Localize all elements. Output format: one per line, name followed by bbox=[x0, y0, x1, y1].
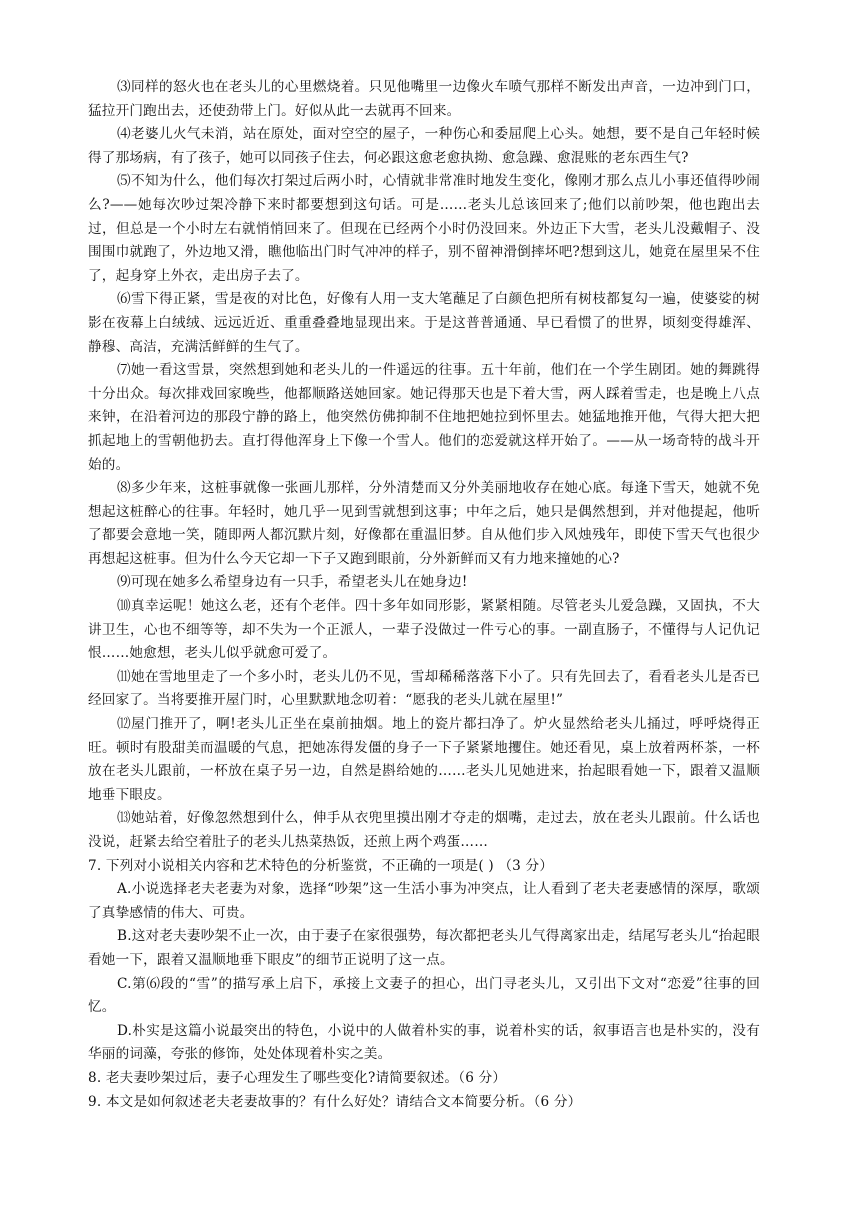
paragraph-12: ⑿屋门推开了，啊!老头儿正坐在桌前抽烟。地上的瓷片都扫净了。炉火显然给老头儿捅过，呼呼烧得正旺。顿时有股甜美而温暖的气息，把她冻得发僵的身子一下子紧紧地攫住。她还看见，桌上放着两杯茶，一杯放在老头儿跟前，一杯放在桌子另一边，自然是斟给她的……老头儿见她进来，抬起眼看她一下，跟着又温顺地垂下眼皮。 bbox=[88, 716, 760, 803]
question-7-stem: 7. 下列对小说相关内容和艺术特色的分析鉴赏，不正确的一项是( ) （3 分） bbox=[88, 857, 554, 874]
question-7-option-d: D.朴实是这篇小说最突出的特色，小说中的人做着朴实的事，说着朴实的话，叙事语言也是朴实的，没有华丽的词藻，夸张的修饰，处处体现着朴实之美。 bbox=[88, 1022, 760, 1063]
paragraph-6: ⑹雪下得正紧，雪是夜的对比色，好像有人用一支大笔蘸足了白颜色把所有树枝都复勾一遍，使婆娑的树影在夜幕上白绒绒、远远近近、重重叠叠地显现出来。于是这普普通通、早已看惯了的世界，顷刻变得雄浑、静穆、高洁，充满活鲜鲜的生气了。 bbox=[88, 291, 760, 355]
paragraph-7: ⑺她一看这雪景，突然想到她和老头儿的一件遥远的往事。五十年前，他们在一个学生剧团。她的舞跳得十分出众。每次排戏回家晚些，他都顺路送她回家。她记得那天也是下着大雪，两人踩着雪走，也是晚上八点来钟，在沿着河边的那段宁静的路上，他突然仿佛抑制不住地把她拉到怀里去。她猛地推开他，气得大把大把抓起地上的雪朝他扔去。直打得他浑身上下像一个雪人。他们的恋爱就这样开始了。——从一场奇特的战斗开始的。 bbox=[88, 362, 760, 473]
question-7-option-a: A.小说选择老夫老妻为对象，选择“吵架”这一生活小事为冲突点，让人看到了老夫老妻感情的深厚，歌颂了真挚感情的伟大、可贵。 bbox=[88, 881, 760, 921]
paragraph-4: ⑷老婆儿火气未消，站在原处，面对空空的屋子，一种伤心和委屈爬上心头。她想，要不是自己年轻时候得了那场病，有了孩子，她可以同孩子住去，何必跟这愈老愈执拗、愈急躁、愈混账的老东西生气? bbox=[88, 126, 760, 166]
question-8: 8. 老夫妻吵架过后，妻子心理发生了哪些变化?请简要叙述。（6 分） bbox=[88, 1069, 507, 1086]
question-9: 9. 本文是如何叙述老夫老妻故事的？有什么好处？请结合文本简要分析。（6 分） bbox=[88, 1093, 582, 1110]
paragraph-9: ⑼可现在她多么希望身边有一只手，希望老头儿在她身边! bbox=[117, 574, 468, 591]
question-7-option-c: C.第⑹段的“雪”的描写承上启下，承接上文妻子的担心，出门寻老头儿，又引出下文对“恋爱”往事的回忆。 bbox=[88, 975, 760, 1016]
paragraph-13: ⒀她站着，好像忽然想到什么，伸手从衣兜里摸出刚才夺走的烟嘴，走过去，放在老头儿跟前。什么话也没说，赶紧去给空着肚子的老头儿热菜热饭，还煎上两个鸡蛋…… bbox=[88, 810, 760, 850]
paragraph-8: ⑻多少年来，这桩事就像一张画儿那样，分外清楚而又分外美丽地收存在她心底。每逢下雪天，她就不免想起这桩醉心的往事。年轻时，她几乎一见到雪就想到这事；中年之后，她只是偶然想到，并对他提起，他听了都要会意地一笑，随即两人都沉默片刻，好像都在重温旧梦。自从他们步入风烛残年，即使下雪天气也很少再想起这桩事。但为什么今天它却一下子又跑到眼前，分外新鲜而又有力地来撞她的心? bbox=[88, 480, 760, 567]
paragraph-5: ⑸不知为什么，他们每次打架过后两小时，心情就非常准时地发生变化，像刚才那么点儿小事还值得吵闹么?——她每次吵过架冷静下来时都要想到这句话。可是……老头儿总该回来了;他们以前吵架，他也跑出去过，但总是一个小时左右就悄悄回来了。但现在已经两个小时仍没回来。外边正下大雪，老头儿没戴帽子、没围围巾就跑了，外边地又滑，瞧他临出门时气冲冲的样子，别不留神滑倒摔坏吧?想到这儿，她竟在屋里呆不住了，起身穿上外衣，走出房子去了。 bbox=[88, 173, 760, 284]
paragraph-10: ⑽真幸运呢！她这么老，还有个老伴。四十多年如同形影，紧紧相随。尽管老头儿爱急躁，又固执，不大讲卫生，心也不细等等，却不失为一个正派人，一辈子没做过一件亏心的事。一副直肠子，不懂得与人记仇记恨……她愈想，老头儿似乎就愈可爱了。 bbox=[88, 598, 760, 662]
story-passage bbox=[88, 76, 760, 855]
paragraph-3: ⑶同样的怒火也在老头儿的心里燃烧着。只见他嘴里一边像火车喷气那样不断发出声音，一边冲到门口，猛拉开门跑出去，还使劲带上门。好似从此一去就再不回来。 bbox=[88, 79, 760, 119]
paragraph-11: ⑾她在雪地里走了一个多小时，老头儿仍不见，雪却稀稀落落下小了。只有先回去了，看看老头儿是否已经回家了。当将要推开屋门时，心里默默地念叨着：“愿我的老头儿就在屋里!” bbox=[88, 668, 760, 709]
question-7-option-b: B.这对老夫妻吵架不止一次，由于妻子在家很强势，每次都把老头儿气得离家出走，结尾写老头儿“抬起眼看她一下，跟着又温顺地垂下眼皮”的细节正说明了这一点。 bbox=[88, 928, 760, 968]
questions-section bbox=[88, 855, 760, 1115]
